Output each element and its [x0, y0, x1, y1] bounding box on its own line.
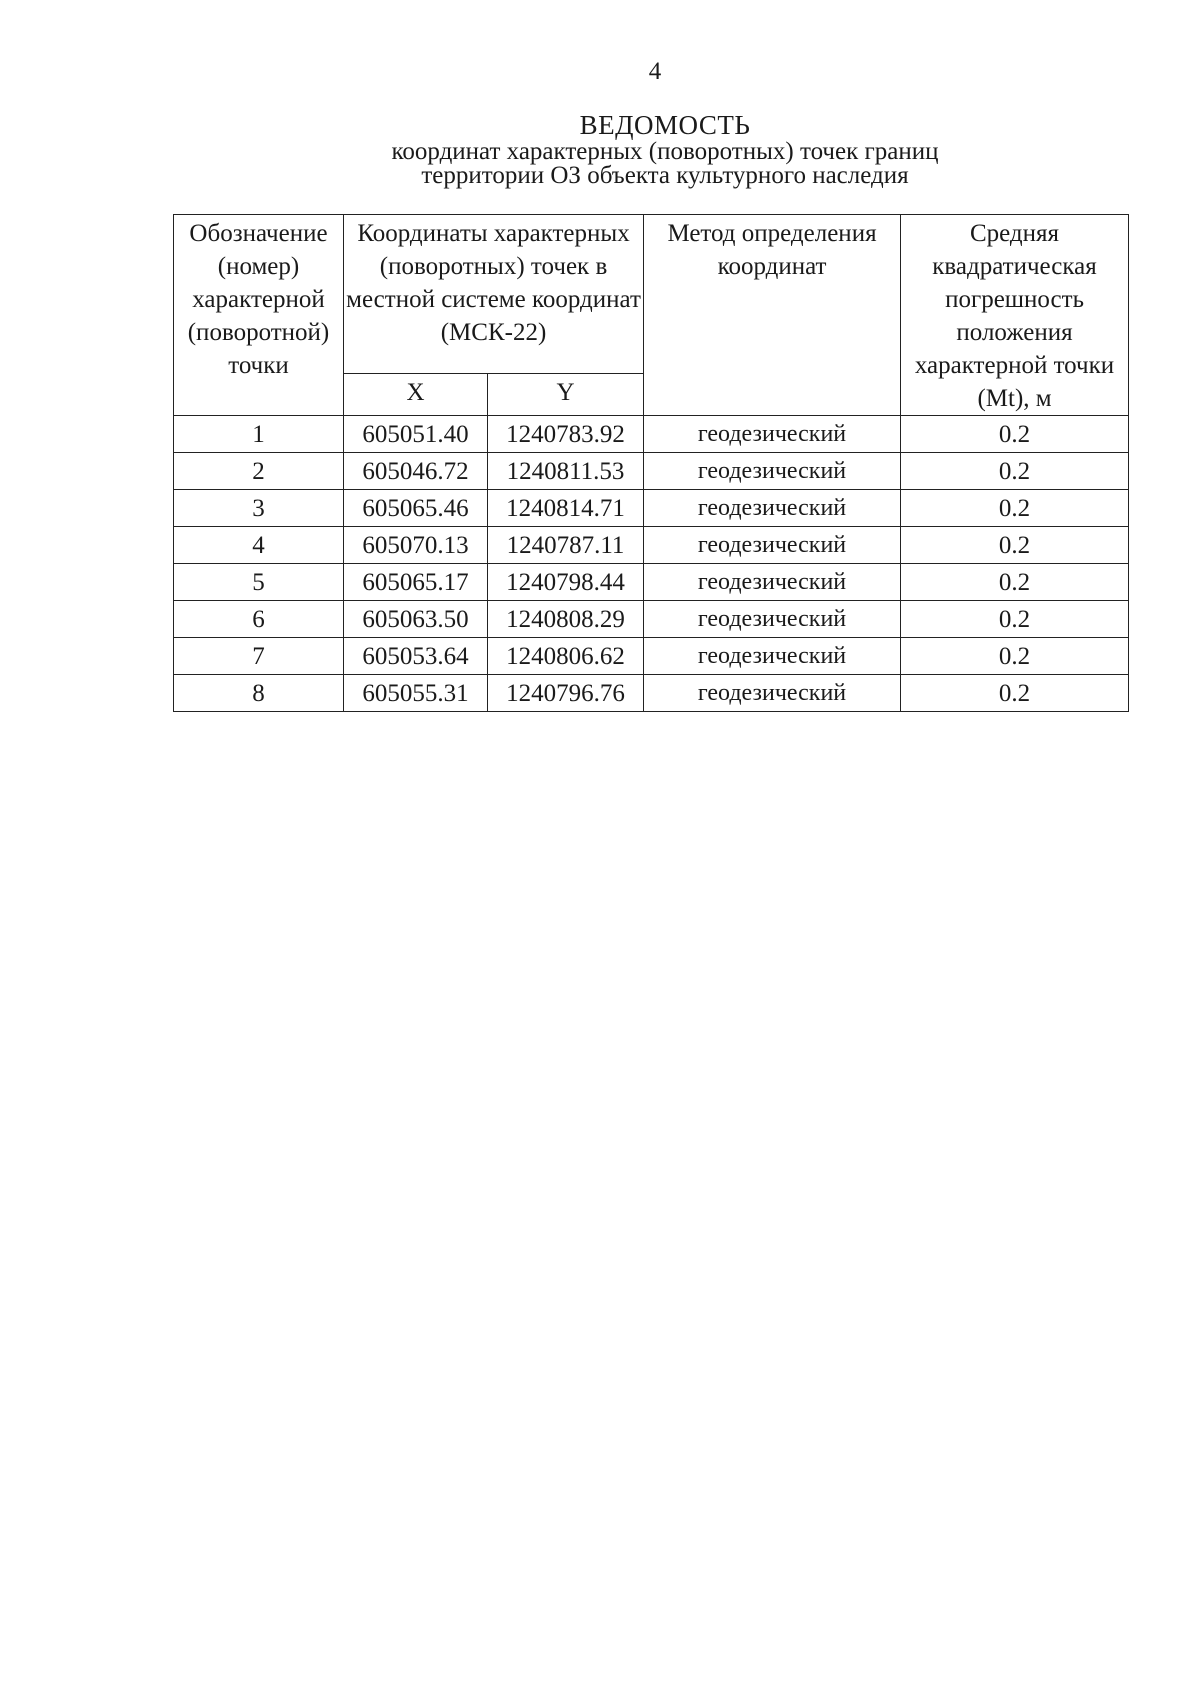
table-row: [174, 416, 1129, 453]
cell-x: 605070.13: [344, 527, 488, 564]
cell-point: 2: [174, 453, 344, 490]
cell-point: 7: [174, 638, 344, 675]
cell-method: геодезический: [644, 527, 901, 564]
cell-x: 605055.31: [344, 675, 488, 712]
header-method: Метод определения координат: [644, 215, 901, 416]
coordinates-table: [173, 214, 1129, 712]
cell-point: 8: [174, 675, 344, 712]
cell-y: 1240814.71: [488, 490, 644, 527]
cell-error: 0.2: [901, 675, 1129, 712]
cell-method: геодезический: [644, 675, 901, 712]
cell-y: 1240796.76: [488, 675, 644, 712]
table-row: [174, 490, 1129, 527]
table-row: [174, 527, 1129, 564]
table-row: [174, 453, 1129, 490]
page-number: 4: [648, 58, 662, 85]
cell-point: 6: [174, 601, 344, 638]
cell-error: 0.2: [901, 638, 1129, 675]
cell-point: 1: [174, 416, 344, 453]
table-row: [174, 638, 1129, 675]
cell-error: 0.2: [901, 453, 1129, 490]
header-y: Y: [488, 373, 644, 415]
cell-error: 0.2: [901, 564, 1129, 601]
cell-method: геодезический: [644, 638, 901, 675]
cell-method: геодезический: [644, 601, 901, 638]
cell-x: 605053.64: [344, 638, 488, 675]
cell-x: 605063.50: [344, 601, 488, 638]
cell-method: геодезический: [644, 453, 901, 490]
cell-x: 605051.40: [344, 416, 488, 453]
cell-x: 605065.46: [344, 490, 488, 527]
header-point: Обозначение (номер) характерной (поворотной) точки: [174, 215, 344, 416]
header-x: X: [344, 373, 488, 415]
cell-error: 0.2: [901, 601, 1129, 638]
cell-y: 1240811.53: [488, 453, 644, 490]
cell-y: 1240808.29: [488, 601, 644, 638]
cell-point: 5: [174, 564, 344, 601]
cell-x: 605065.17: [344, 564, 488, 601]
header-coordinates: Координаты характерных (поворотных) точек в местной системе координат (МСК-22): [344, 215, 644, 374]
cell-y: 1240787.11: [488, 527, 644, 564]
cell-error: 0.2: [901, 416, 1129, 453]
document-subtitle-line-1: координат характерных (поворотных) точек границ: [391, 138, 939, 165]
document-subtitle-line-2: территории ОЗ объекта культурного наследия: [421, 162, 909, 189]
cell-point: 4: [174, 527, 344, 564]
header-error: Средняя квадратическая погрешность положения характерной точки (Mt), м: [901, 215, 1129, 416]
table-row: [174, 675, 1129, 712]
cell-error: 0.2: [901, 490, 1129, 527]
cell-y: 1240783.92: [488, 416, 644, 453]
cell-method: геодезический: [644, 490, 901, 527]
cell-point: 3: [174, 490, 344, 527]
document-title: ВЕДОМОСТЬ: [579, 110, 751, 140]
cell-method: геодезический: [644, 564, 901, 601]
cell-y: 1240798.44: [488, 564, 644, 601]
cell-method: геодезический: [644, 416, 901, 453]
cell-x: 605046.72: [344, 453, 488, 490]
table-row: [174, 564, 1129, 601]
table-row: [174, 601, 1129, 638]
cell-y: 1240806.62: [488, 638, 644, 675]
cell-error: 0.2: [901, 527, 1129, 564]
